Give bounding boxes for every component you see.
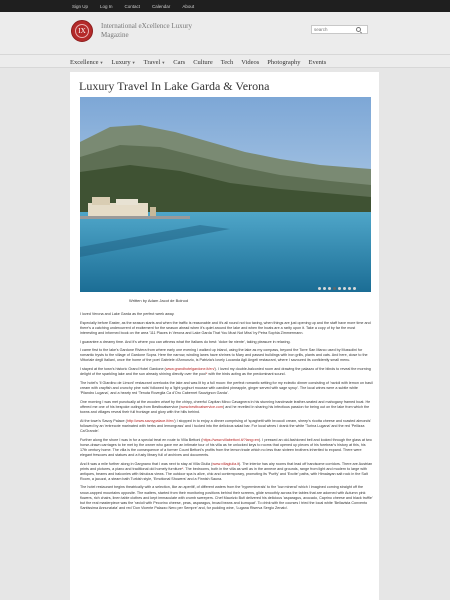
main-nav: [0, 54, 450, 68]
logo-mark: IX: [78, 27, 86, 35]
slider-dot-active[interactable]: [333, 287, 336, 290]
paragraph: I came first to the lake's Gardone Riviera from where early one evening I walked up inland, using the lake as my compass, beyond the Torre San Marco used by Mussolini for romantic trysts to the village of Gardone Sopra. Here the narrow, winding lanes have shrines to Mary and passed buildings with iron grills, plants and cats. And here, close to the Vittoriale degli Italiani, once the home of the poet Gabriele d'Annunzio, is Patrizia's lovely Locanda Agli Angeli restaurant, where I savoured its confidently small menu.: [80, 348, 368, 363]
nav-videos[interactable]: Videos: [241, 58, 260, 66]
nav-luxury-label: Luxury: [111, 58, 131, 66]
bestboatservice-link[interactable]: www.bestboatservice.com: [180, 404, 224, 409]
paragraph: [80, 367, 373, 377]
nav-cars[interactable]: Cars: [173, 58, 186, 66]
villa-giulia-link[interactable]: www.villagiulia.it: [212, 461, 239, 466]
paragraph: I guarantee a dreamy time. And it's where you can witness what the Italians do best: 'dolce far niente', taking pleasure in relaxing.: [80, 339, 291, 344]
text-run: with the birds acting as the predominant sound.: [207, 372, 286, 377]
paragraph: Especially before Easter, as the season starts and when the traffic is reasonable and it's all round not too taxing, when things are just opening up and the staff have more time and there's a catching undercurrent of excitement for the season ahead when it's quiet around the lake and when the boats are a rarity upon it. Take a copy of by far the most interesting and informed book on the area '111 Places in Verona and Lake Garda That You Must Not Miss' by Petra Sophia Zimmermann.: [80, 320, 371, 335]
text-run: . The bedrooms, both in the villa as well as in the annexe and grounds, range from light and modern to large with antiques, beams and balconies with fabulous views. The outdoor spa is alive, chic and contemporary, promoting its 'Purify' and 'Excite' paths, with Himalayan salt rock in the Salt Room, a jacuzzi, a steam bath Turkish style, 'Emotional Showers' and a Finnish Sauna.: [80, 466, 368, 481]
site-header: [0, 12, 450, 54]
slider-dot[interactable]: [343, 287, 346, 290]
slider-dot[interactable]: [353, 287, 356, 290]
paragraph: [80, 438, 373, 458]
chevron-down-icon: ▼: [131, 59, 136, 65]
paragraph: [80, 400, 373, 415]
chevron-down-icon: ▼: [99, 59, 104, 65]
text-run: And it was a mile further along in Gargnano that I was next to stay at Villa Giulia (: [80, 461, 213, 466]
hotel-gardone-link[interactable]: www.grandhotelgardone.it/en/: [165, 367, 215, 372]
image-link[interactable]: *: [205, 372, 208, 377]
text-run: ). I loved my double-balconied room and drawing the palazzo of the blinds to reveal the morning delight of the sparkling lake and the sun already shining directly over the pool: [80, 367, 371, 377]
article-title: Luxury Travel In Lake Garda & Verona: [79, 79, 270, 93]
slider-dot[interactable]: [323, 287, 326, 290]
nav-travel[interactable]: [144, 59, 166, 66]
nav-culture[interactable]: Culture: [193, 58, 213, 66]
paragraph: [80, 462, 373, 482]
slider-dot[interactable]: [338, 287, 341, 290]
log-in-link[interactable]: Log In: [100, 3, 113, 9]
lake-garda-photo: [80, 97, 371, 292]
slider-dots: [318, 287, 356, 290]
image-link[interactable]: *: [181, 466, 184, 471]
hero-image[interactable]: [80, 97, 371, 292]
text-run: I stayed at the town's historic Grand Hotel Gardone (: [80, 367, 166, 372]
paragraph: [80, 419, 373, 434]
slider-dot[interactable]: [328, 287, 331, 290]
nav-events[interactable]: Events: [308, 58, 327, 66]
text-run: Further along the shore I was in for a special treat en route to Villa Bettoni (: [80, 437, 203, 442]
nav-travel-label: Travel: [143, 58, 161, 66]
contact-link[interactable]: Contact: [124, 3, 141, 9]
nav-luxury[interactable]: [111, 59, 135, 66]
paragraph: The hotel restaurant begins theatrically with a selection, like an aperitif, of different waters from the 'hyperminerals' to the 'low mineral' which I imagined coming straight off the snow-capped mountains opposite. The waiters, started from their monitoring positions behind their screens, glide smoothly across the tables that are adorned with Autumn pink flowers, rich chairs, linen table clothes and kept immaculate with crumb sweepers. Chef Maurizio Bufi delivered his delicious 'asparagus, avocado, Caprino cheese and black truffle' but the real masterpiece was the 'ravioli with Pecorino cheese, peas, asparagus, broad beans and kumquat'. To drink with the courses I tried the local white 'Bellavista Convento Santissima Annunziata' and red 'Don Vicente Palazzo Nero per Sempre' and, for pudding wine, 'Lugana Riserva Sergio Zenato'.: [80, 485, 373, 510]
savoy-palace-link[interactable]: http://www.savoypalace.it/en/: [126, 418, 175, 423]
nav-excellence-label: Excellence: [70, 58, 99, 66]
site-title: International eXcellence Luxury Magazine: [101, 22, 192, 39]
search-icon[interactable]: [356, 27, 361, 32]
text-run: At the town's Savoy Palace (: [80, 418, 127, 423]
nav-excellence[interactable]: [70, 59, 103, 66]
text-run: ) I stopped in to enjoy a dinner comprising of 'spaghetti with broccoli cream, sheep's ricotta cheese and roasted almonds' followed by an 'entrecote marinated with herbs and lemongrass' and I tucked into the delicious salad bar. For local wines I drank the white 'Turina Lugana' and the red 'Pellizza Ca'Grande'.: [80, 418, 372, 433]
nav-tech[interactable]: Tech: [220, 58, 234, 66]
nav-photography[interactable]: Photography: [267, 58, 301, 66]
slider-dot[interactable]: [348, 287, 351, 290]
calendar-link[interactable]: Calendar: [152, 3, 171, 9]
about-link[interactable]: About: [182, 3, 195, 9]
top-links: [72, 0, 194, 12]
text-run: ). The interior has airy rooms that lead off handsome corridors. There are Austrian prints and pictures, a piano and traditional old homely furniture: [80, 461, 373, 471]
text-run: ). I pressed an old-fashioned bell and looked through the glass at two horse-drawn carriages to be met by the owner who gave me an intimate tour of his villa as he unlocked keys to rooms that opened up pieces of his forebear's history at this, his 17th century home. The villa is the consequence of a former Count Bettoni's profits from the lemon trade which no less than sixteen brothers inherited to expand. There were elegant frescoes and statues and a fusty library full of archives and documents.: [80, 437, 372, 457]
villa-bettoni-link[interactable]: https://www.villabettoni.it/?lang=en: [202, 437, 259, 442]
paragraph: The hotel's 'Il Giardino de Limoni' restaurant overlooks the lake and was lit by a full moon: the perfect romantic setting for my eclectic dinner consisting of 'ravioli with lemon on basil cream with crayfish and crunchy pine nuts' followed by a 'light yoghurt mousse with candied pineapple, ginger served with sage syrup'. The local wines were a subtle white 'Pilandro Lugana', and a hearty red 'Tenuta Roveglia Ca d'Oro Cabernet Sauvignon Garda'.: [80, 380, 373, 396]
slider-dot[interactable]: [318, 287, 321, 290]
paragraph: I loved Verona and Lake Garda as the perfect week away.: [80, 312, 175, 316]
author-caption: Written by Adam Jacot de Boinod: [129, 298, 189, 303]
text-run: ) and he revelled in sharing his infectious passion for being out on the lake from which the towns and villages reveal their full frontage and glory with the hills behind.: [80, 404, 370, 414]
sign-up-link[interactable]: Sign Up: [72, 3, 89, 9]
site-logo[interactable]: [71, 20, 93, 42]
text-run: One morning I was met punctually at the wooden wharf by the chirpy, cheerful Capitan Mirco Cavagnera in his stunning handmade leather-seated and mahogany framed boat. He offered me one of his bespoke outings from Bestboatservice (: [80, 399, 371, 409]
chevron-down-icon: ▼: [161, 59, 166, 65]
top-utility-bar: [0, 0, 450, 12]
article-body: [80, 312, 373, 515]
